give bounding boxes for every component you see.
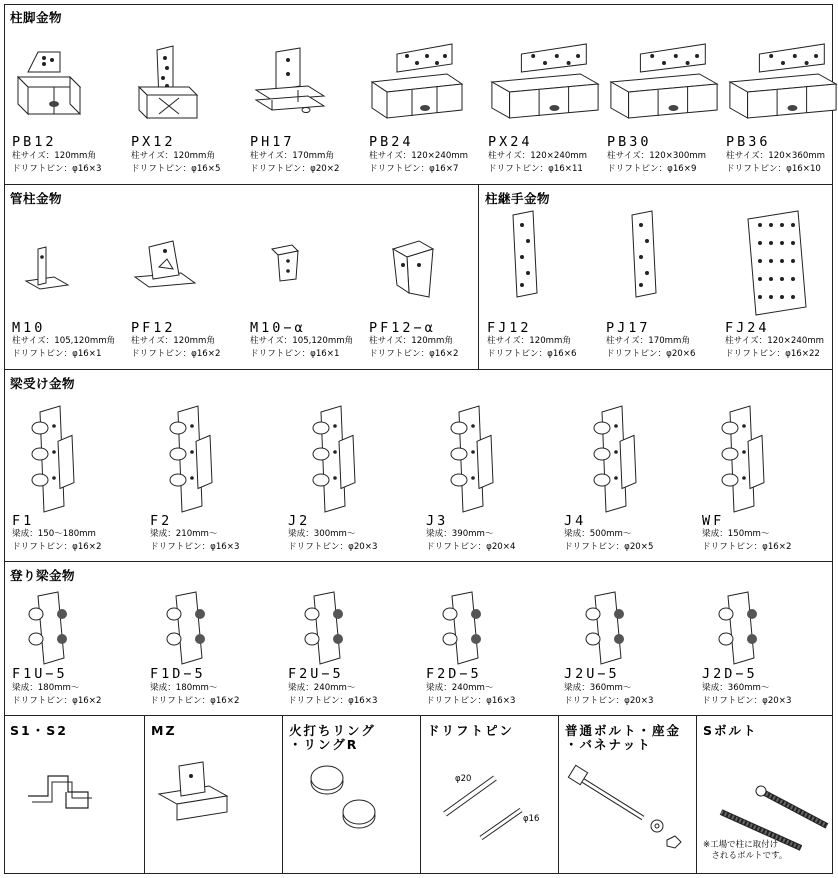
slope-hanger-icon <box>10 588 90 668</box>
section-kan-hashira <box>4 185 478 370</box>
parts-title: MZ <box>151 723 177 738</box>
product-drift-pin: ドリフトピン：φ20×3 <box>702 696 792 706</box>
product-size: 梁成：210mm〜 <box>150 529 218 539</box>
parts-title: ドリフトピン <box>427 723 515 738</box>
wide-plate-icon <box>723 207 833 325</box>
product-code: F2U−5 <box>288 666 344 682</box>
pb-wide-bracket-icon <box>367 42 467 134</box>
beam-hanger-icon <box>424 400 514 518</box>
product-illustration <box>10 588 128 668</box>
factory-note: ※工場で柱に取付け されるボルトです。 <box>703 840 788 861</box>
product-size: 梁成：150〜180mm <box>12 529 96 539</box>
parts-title: S1・S2 <box>10 723 68 738</box>
beam-hanger-icon <box>148 400 228 518</box>
beam-hanger-icon <box>10 400 90 518</box>
section-title: 管柱金物 <box>10 191 63 206</box>
product-illustration <box>723 207 838 325</box>
product-size: 梁成：180mm〜 <box>150 683 218 693</box>
product-illustration <box>10 42 128 134</box>
flat-base-bracket-icon <box>129 233 209 317</box>
product-code: F1U−5 <box>12 666 68 682</box>
narrow-plate-icon <box>485 207 565 325</box>
px-bracket-icon <box>129 42 217 134</box>
product-drift-pin: ドリフトピン：φ20×5 <box>564 542 654 552</box>
product-code: PX12 <box>131 134 176 150</box>
product-size: 柱サイズ：120×240mm <box>488 151 588 161</box>
product-size: 柱サイズ：120mm角 <box>369 336 454 346</box>
product-illustration <box>424 588 542 668</box>
pin-diameter-label: φ16 <box>523 814 540 824</box>
product-code: F1 <box>12 513 35 529</box>
product-drift-pin: ドリフトピン：φ16×2 <box>150 696 240 706</box>
t-plate-icon <box>10 233 90 317</box>
parts-title: 普通ボルト・座金 ・バネナット <box>565 723 682 752</box>
small-angle-icon <box>248 233 328 317</box>
product-code: PB36 <box>726 134 771 150</box>
product-drift-pin: ドリフトピン：φ16×2 <box>702 542 792 552</box>
product-size: 柱サイズ：120×240mm <box>725 336 825 346</box>
pb-wide-bracket-icon <box>724 42 838 134</box>
product-illustration <box>367 42 485 134</box>
product-code: PH17 <box>250 134 295 150</box>
product-size: 柱サイズ：170mm角 <box>250 151 335 161</box>
parts-illustration <box>287 756 417 856</box>
section-nobori-bari <box>4 562 833 716</box>
product-drift-pin: ドリフトピン：φ20×3 <box>564 696 654 706</box>
product-code: F2D−5 <box>426 666 482 682</box>
product-size: 梁成：150mm〜 <box>702 529 770 539</box>
px-wide-bracket-icon <box>486 42 604 134</box>
product-drift-pin: ドリフトピン：φ16×22 <box>725 349 820 359</box>
product-size: 柱サイズ：170mm角 <box>606 336 691 346</box>
product-illustration <box>367 233 485 317</box>
product-size: 柱サイズ：120mm角 <box>131 151 216 161</box>
section-title: 登り梁金物 <box>10 568 76 583</box>
product-size: 柱サイズ：120×300mm <box>607 151 707 161</box>
product-drift-pin: ドリフトピン：φ20×4 <box>426 542 516 552</box>
beam-hanger-icon <box>700 400 780 518</box>
product-drift-pin: ドリフトピン：φ16×3 <box>12 164 102 174</box>
product-drift-pin: ドリフトピン：φ20×3 <box>288 542 378 552</box>
ph-bracket-icon <box>248 42 336 134</box>
product-illustration <box>724 42 838 134</box>
product-size: 梁成：390mm〜 <box>426 529 494 539</box>
product-size: 梁成：360mm〜 <box>564 683 632 693</box>
product-drift-pin: ドリフトピン：φ16×1 <box>12 349 102 359</box>
product-size: 柱サイズ：105,120mm角 <box>12 336 116 346</box>
product-drift-pin: ドリフトピン：φ16×5 <box>131 164 221 174</box>
product-code: J2U−5 <box>564 666 620 682</box>
parts-illustration <box>563 756 693 856</box>
product-drift-pin: ドリフトピン：φ16×3 <box>426 696 516 706</box>
product-illustration <box>10 233 128 317</box>
parts-cell-2 <box>282 716 420 874</box>
product-drift-pin: ドリフトピン：φ16×7 <box>369 164 459 174</box>
slope-hanger-icon <box>148 588 228 668</box>
parts-cell-4 <box>558 716 696 874</box>
product-size: 柱サイズ：120mm角 <box>487 336 572 346</box>
angle-bracket-icon <box>367 233 447 317</box>
product-code: PJ17 <box>606 320 651 336</box>
product-code: J3 <box>426 513 449 529</box>
product-illustration <box>148 400 266 518</box>
product-illustration <box>700 400 818 518</box>
product-size: 梁成：360mm〜 <box>702 683 770 693</box>
s-clip-icon <box>8 756 140 852</box>
section-hashira-tsugite <box>478 185 833 370</box>
product-code: J4 <box>564 513 587 529</box>
parts-title: 火打ちリング ・リングR <box>289 723 376 752</box>
ring-icon <box>287 756 417 852</box>
product-size: 柱サイズ：120×240mm <box>369 151 469 161</box>
product-code: PX24 <box>488 134 533 150</box>
product-size: 柱サイズ：120mm角 <box>12 151 97 161</box>
product-code: PF12−α <box>369 320 436 336</box>
section-others <box>4 716 833 874</box>
product-illustration <box>10 400 128 518</box>
product-code: F1D−5 <box>150 666 206 682</box>
product-code: WF <box>702 513 725 529</box>
beam-hanger-icon <box>286 400 376 518</box>
product-illustration <box>605 42 723 134</box>
product-illustration <box>562 588 680 668</box>
section-hari-uke <box>4 370 833 562</box>
section-title: 柱継手金物 <box>485 191 551 206</box>
parts-illustration <box>149 756 279 856</box>
parts-cell-3 <box>420 716 558 874</box>
product-drift-pin: ドリフトピン：φ16×2 <box>131 349 221 359</box>
pin-diameter-label: φ20 <box>455 774 472 784</box>
product-code: M10−α <box>250 320 306 336</box>
product-code: M10 <box>12 320 46 336</box>
product-illustration <box>248 42 366 134</box>
product-drift-pin: ドリフトピン：φ16×3 <box>150 542 240 552</box>
section-title: 梁受け金物 <box>10 376 76 391</box>
product-illustration <box>286 400 404 518</box>
narrow-plate-icon <box>604 207 684 325</box>
product-code: FJ12 <box>487 320 532 336</box>
pb-bracket-icon <box>10 42 98 134</box>
product-illustration <box>562 400 680 518</box>
product-code: FJ24 <box>725 320 770 336</box>
pb-wide-bracket-icon <box>605 42 723 134</box>
product-drift-pin: ドリフトピン：φ20×6 <box>606 349 696 359</box>
product-illustration <box>700 588 818 668</box>
section-hashira-kyaku <box>4 4 833 185</box>
product-code: PB30 <box>607 134 652 150</box>
product-illustration <box>424 400 542 518</box>
product-size: 梁成：300mm〜 <box>288 529 356 539</box>
parts-cell-5 <box>696 716 833 874</box>
product-drift-pin: ドリフトピン：φ20×2 <box>250 164 340 174</box>
parts-title: Sボルト <box>703 723 758 738</box>
slope-hanger-icon <box>700 588 780 668</box>
product-illustration <box>604 207 722 325</box>
parts-illustration <box>425 756 555 856</box>
product-code: PB24 <box>369 134 414 150</box>
product-drift-pin: ドリフトピン：φ16×11 <box>488 164 583 174</box>
product-size: 梁成：500mm〜 <box>564 529 632 539</box>
product-illustration <box>129 42 247 134</box>
section-title: 柱脚金物 <box>10 10 63 25</box>
product-drift-pin: ドリフトピン：φ16×6 <box>487 349 577 359</box>
slope-hanger-icon <box>424 588 504 668</box>
product-illustration <box>148 588 266 668</box>
product-drift-pin: ドリフトピン：φ16×2 <box>369 349 459 359</box>
slope-hanger-icon <box>286 588 366 668</box>
mz-bracket-icon <box>149 756 279 852</box>
product-drift-pin: ドリフトピン：φ16×9 <box>607 164 697 174</box>
product-drift-pin: ドリフトピン：φ16×2 <box>12 696 102 706</box>
s-bolt-icon <box>701 756 830 852</box>
product-illustration <box>248 233 366 317</box>
parts-illustration <box>8 756 140 856</box>
product-size: 梁成：240mm〜 <box>288 683 356 693</box>
product-code: J2 <box>288 513 311 529</box>
product-drift-pin: ドリフトピン：φ16×1 <box>250 349 340 359</box>
product-drift-pin: ドリフトピン：φ16×10 <box>726 164 821 174</box>
product-illustration <box>286 588 404 668</box>
product-code: J2D−5 <box>702 666 758 682</box>
parts-cell-1 <box>144 716 282 874</box>
product-illustration <box>485 207 603 325</box>
product-illustration <box>486 42 604 134</box>
product-code: PF12 <box>131 320 176 336</box>
product-size: 梁成：240mm〜 <box>426 683 494 693</box>
product-size: 梁成：180mm〜 <box>12 683 80 693</box>
product-code: F2 <box>150 513 173 529</box>
drift-pin-icon <box>425 756 555 852</box>
product-illustration <box>129 233 247 317</box>
product-size: 柱サイズ：120×360mm <box>726 151 826 161</box>
product-size: 柱サイズ：120mm角 <box>131 336 216 346</box>
parts-cell-0 <box>4 716 144 874</box>
product-size: 柱サイズ：105,120mm角 <box>250 336 354 346</box>
bolt-washer-icon <box>563 756 693 852</box>
slope-hanger-icon <box>562 588 652 668</box>
product-drift-pin: ドリフトピン：φ16×2 <box>12 542 102 552</box>
beam-hanger-icon <box>562 400 662 518</box>
product-drift-pin: ドリフトピン：φ16×3 <box>288 696 378 706</box>
product-code: PB12 <box>12 134 57 150</box>
